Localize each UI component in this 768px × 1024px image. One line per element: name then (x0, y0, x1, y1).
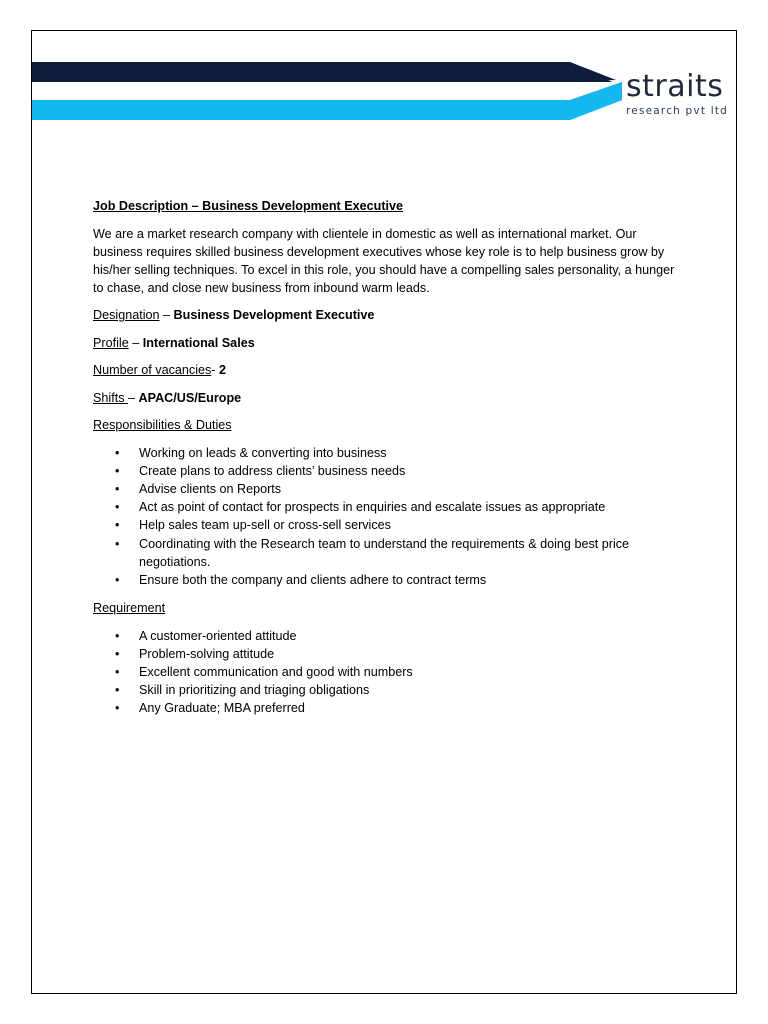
list-item (93, 444, 678, 462)
list-item-text: Create plans to address clients’ business needs (139, 463, 406, 478)
bullet-icon: • (115, 683, 120, 698)
list-item-text: A customer-oriented attitude (139, 628, 297, 643)
designation-field (93, 306, 678, 324)
list-item-text: Problem-solving attitude (139, 646, 275, 661)
arrow-tip (570, 62, 616, 82)
bullet-icon: • (115, 500, 120, 515)
list-item (93, 480, 678, 498)
list-item-text: Any Graduate; MBA preferred (139, 701, 305, 716)
list-item (93, 498, 678, 516)
bullet-icon: • (115, 628, 120, 643)
bullet-icon: • (115, 463, 120, 478)
intro-paragraph: We are a market research company with clientele in domestic as well as international market. Our business requires skilled business development executives whose key role is to help business grow by his/her selling techniques. To excel in this role, you should have a compelling sales personality, a hunger to chase, and close new business from inbound warm leads. (93, 227, 675, 295)
header-arrow-graphic (32, 60, 632, 120)
bullet-icon: • (115, 701, 120, 716)
list-item (93, 663, 678, 681)
bullet-icon: • (115, 665, 120, 680)
list-item (93, 681, 678, 699)
shifts-value: APAC/US/Europe (138, 390, 242, 405)
profile-field (93, 334, 678, 352)
navy-arrow-band (32, 62, 612, 82)
requirement-title: Requirement (93, 601, 166, 616)
bullet-icon: • (115, 445, 120, 460)
list-item (93, 516, 678, 534)
list-item-text: Working on leads & converting into business (139, 445, 387, 460)
designation-label: Designation (93, 308, 160, 322)
shifts-separator: – (128, 390, 139, 405)
bullet-icon: • (115, 536, 120, 551)
vacancies-separator: - (211, 363, 219, 377)
vacancies-field (93, 361, 678, 379)
document-heading: Job Description – Business Development Executive (93, 199, 404, 213)
responsibilities-list (93, 444, 678, 590)
shifts-field (93, 389, 678, 407)
list-item-text: Help sales team up-sell or cross-sell services (139, 518, 391, 533)
list-item (93, 462, 678, 480)
bullet-icon: • (115, 481, 120, 496)
list-item-text: Excellent communication and good with numbers (139, 665, 413, 680)
list-item-text: Coordinating with the Research team to understand the requirements & doing best price negotiations. (139, 536, 630, 569)
bullet-icon: • (115, 572, 120, 587)
list-item-text: Ensure both the company and clients adhere to contract terms (139, 572, 487, 587)
cyan-arrow-band (32, 82, 622, 120)
document-body (93, 197, 678, 728)
shifts-label: Shifts (93, 390, 128, 405)
profile-label: Profile (93, 335, 129, 350)
list-item (93, 535, 678, 571)
company-logo (626, 70, 737, 117)
logo-tagline: research pvt ltd (626, 105, 728, 117)
list-item (93, 645, 678, 663)
document-page (31, 30, 737, 994)
list-item (93, 699, 678, 717)
vacancies-value: 2 (219, 363, 227, 377)
profile-separator: – (128, 335, 143, 350)
requirements-list (93, 627, 678, 718)
list-item-text: Advise clients on Reports (139, 481, 282, 496)
list-item-text: Act as point of contact for prospects in enquiries and escalate issues as appropriate (139, 500, 606, 515)
logo-wordmark: straits (626, 69, 724, 104)
responsibilities-title: Responsibilities & Duties (93, 418, 232, 432)
arrow-tip-cyan (570, 82, 622, 120)
bullet-icon: • (115, 646, 120, 661)
bullet-icon: • (115, 518, 120, 533)
designation-value: Business Development Executive (173, 308, 375, 322)
list-item (93, 571, 678, 589)
list-item (93, 627, 678, 645)
profile-value: International Sales (142, 335, 255, 350)
vacancies-label: Number of vacancies (93, 363, 212, 377)
designation-separator: – (159, 308, 174, 322)
list-item-text: Skill in prioritizing and triaging obligations (139, 683, 370, 698)
